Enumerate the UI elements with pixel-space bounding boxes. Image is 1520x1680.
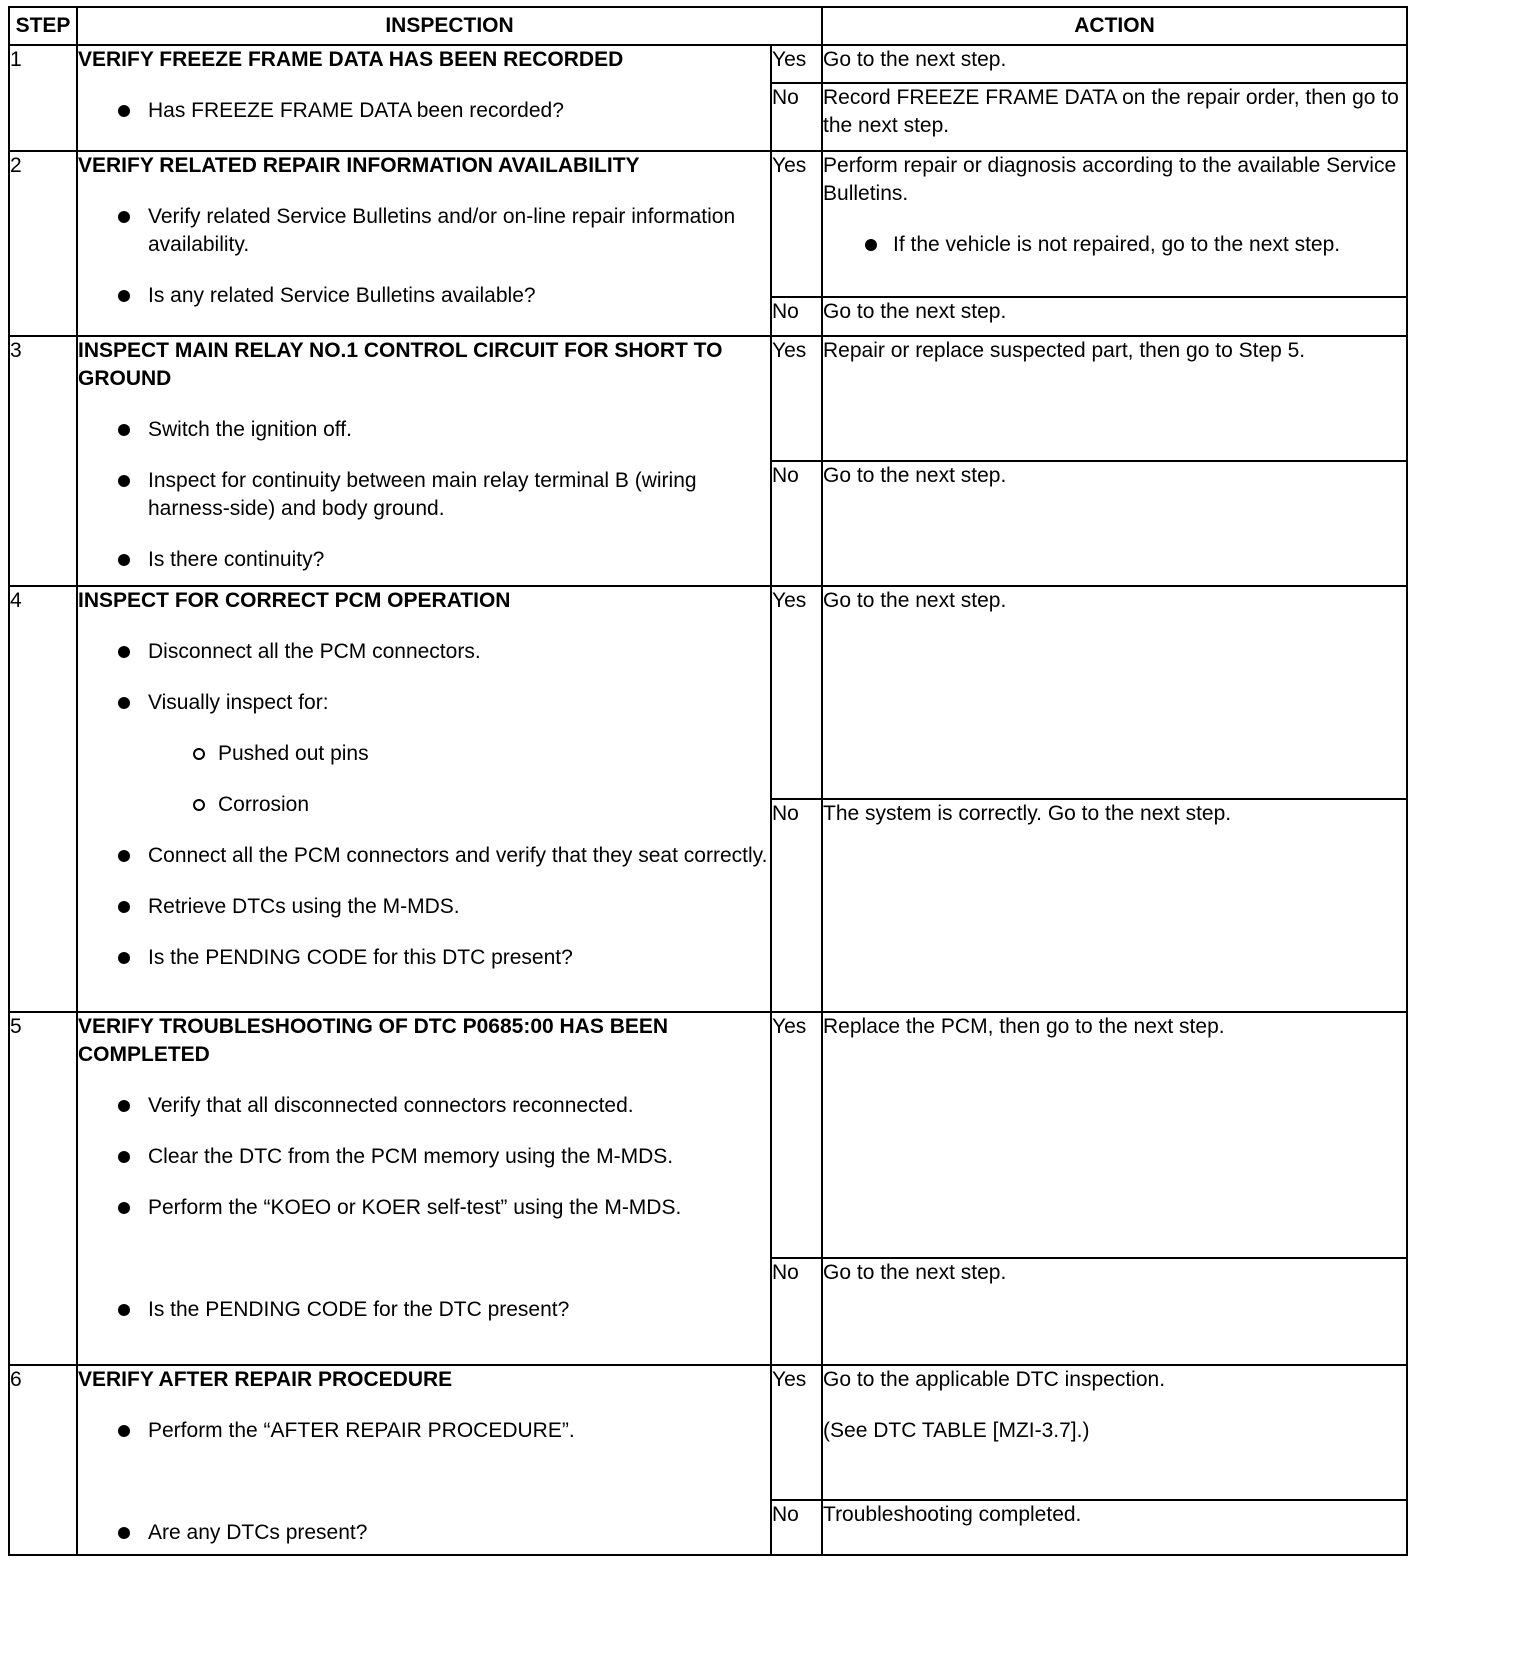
step-1-no-label: No [771,83,822,151]
list-item: Perform the “KOEO or KOER self-test” using the M-MDS. [78,1194,770,1222]
header-step: STEP [9,7,77,45]
step-5-yes-action: Replace the PCM, then go to the next step. [822,1012,1407,1258]
step-3-yes-row [9,336,1407,461]
list-item: Perform the “AFTER REPAIR PROCEDURE”. [78,1417,770,1445]
list-item: Disconnect all the PCM connectors. [78,638,770,666]
step-5-number: 5 [9,1012,77,1365]
step-3-no-label: No [771,461,822,586]
step-3-inspection [77,336,771,586]
step-2-number: 2 [9,151,77,336]
step-4-no-label: No [771,799,822,1012]
step-2-yes-action-bullets [823,231,1406,259]
step-3-no-action: Go to the next step. [822,461,1407,586]
step-2-inspection [77,151,771,336]
step-5-yes-label: Yes [771,1012,822,1258]
header-row [9,7,1407,45]
list-item: Are any DTCs present? [78,1519,770,1547]
list-item: Verify related Service Bulletins and/or on-line repair information availability. [78,203,770,259]
step-4-no-action: The system is correctly. Go to the next step. [822,799,1407,1012]
step-6-yes-action [822,1365,1407,1500]
step-4-yes-label: Yes [771,586,822,799]
step-5-no-label: No [771,1258,822,1365]
list-item: Connect all the PCM connectors and verify that they seat correctly. [78,842,770,870]
step-6-yes-row [9,1365,1407,1500]
step-2-no-label: No [771,297,822,336]
step-2-no-action: Go to the next step. [822,297,1407,336]
step-4-subbullets [148,740,770,819]
step-5-bullets [78,1092,770,1324]
step-6-no-action: Troubleshooting completed. [822,1500,1407,1555]
step-6-inspection [77,1365,771,1555]
list-item: Inspect for continuity between main relay terminal B (wiring harness-side) and body ground. [78,467,770,523]
step-1-yes-label: Yes [771,45,822,83]
step-2-bullets [78,203,770,310]
step-3-title: INSPECT MAIN RELAY NO.1 CONTROL CIRCUIT FOR SHORT TO GROUND [78,339,723,390]
step-1-inspection [77,45,771,151]
step-6-dtc-table-reference: (See DTC TABLE [MZI-3.7].) [823,1419,1090,1442]
step-1-yes-action: Go to the next step. [822,45,1407,83]
step-3-yes-label: Yes [771,336,822,461]
step-6-number: 6 [9,1365,77,1555]
step-3-bullets [78,416,770,574]
step-4-yes-action: Go to the next step. [822,586,1407,799]
step-4-title: INSPECT FOR CORRECT PCM OPERATION [78,589,511,612]
list-item: Pushed out pins [148,740,770,768]
step-2-yes-row [9,151,1407,297]
step-5-no-action: Go to the next step. [822,1258,1407,1365]
step-4-yes-row [9,586,1407,799]
step-1-number: 1 [9,45,77,151]
step-6-yes-action-text: Go to the applicable DTC inspection. [823,1368,1166,1391]
step-6-yes-label: Yes [771,1365,822,1500]
list-item: Verify that all disconnected connectors reconnected. [78,1092,770,1120]
list-item: Clear the DTC from the PCM memory using the M-MDS. [78,1143,770,1171]
list-item: Corrosion [148,791,770,819]
list-item: If the vehicle is not repaired, go to the next step. [823,231,1406,259]
step-1-yes-row [9,45,1407,83]
list-item: Is the PENDING CODE for the DTC present? [78,1296,770,1324]
list-item: Has FREEZE FRAME DATA been recorded? [78,97,770,125]
step-4-inspection [77,586,771,1012]
list-item: Retrieve DTCs using the M-MDS. [78,893,770,921]
step-1-title: VERIFY FREEZE FRAME DATA HAS BEEN RECORDED [78,48,624,71]
step-2-yes-label: Yes [771,151,822,297]
step-2-yes-action-text: Perform repair or diagnosis according to the available Service Bulletins. [823,154,1397,205]
step-5-title: VERIFY TROUBLESHOOTING OF DTC P0685:00 HAS BEEN COMPLETED [78,1015,669,1066]
step-3-number: 3 [9,336,77,586]
step-6-no-label: No [771,1500,822,1555]
step-6-title: VERIFY AFTER REPAIR PROCEDURE [78,1368,453,1391]
troubleshooting-table [8,6,1408,1556]
list-item: Switch the ignition off. [78,416,770,444]
list-item: Is the PENDING CODE for this DTC present? [78,944,770,972]
step-4-bullets [78,638,770,972]
list-item: Is any related Service Bulletins available? [78,282,770,310]
step-1-no-action: Record FREEZE FRAME DATA on the repair order, then go to the next step. [822,83,1407,151]
step-2-title: VERIFY RELATED REPAIR INFORMATION AVAILABILITY [78,154,640,177]
step-1-bullets [78,97,770,125]
list-item [78,689,770,819]
header-action: ACTION [822,7,1407,45]
step-5-yes-row [9,1012,1407,1258]
step-3-yes-action: Repair or replace suspected part, then go to Step 5. [822,336,1407,461]
list-item-text: Visually inspect for: [148,691,329,714]
step-6-bullets [78,1417,770,1547]
step-2-yes-action [822,151,1407,297]
list-item: Is there continuity? [78,546,770,574]
step-5-inspection [77,1012,771,1365]
header-inspection: INSPECTION [77,7,822,45]
step-4-number: 4 [9,586,77,1012]
